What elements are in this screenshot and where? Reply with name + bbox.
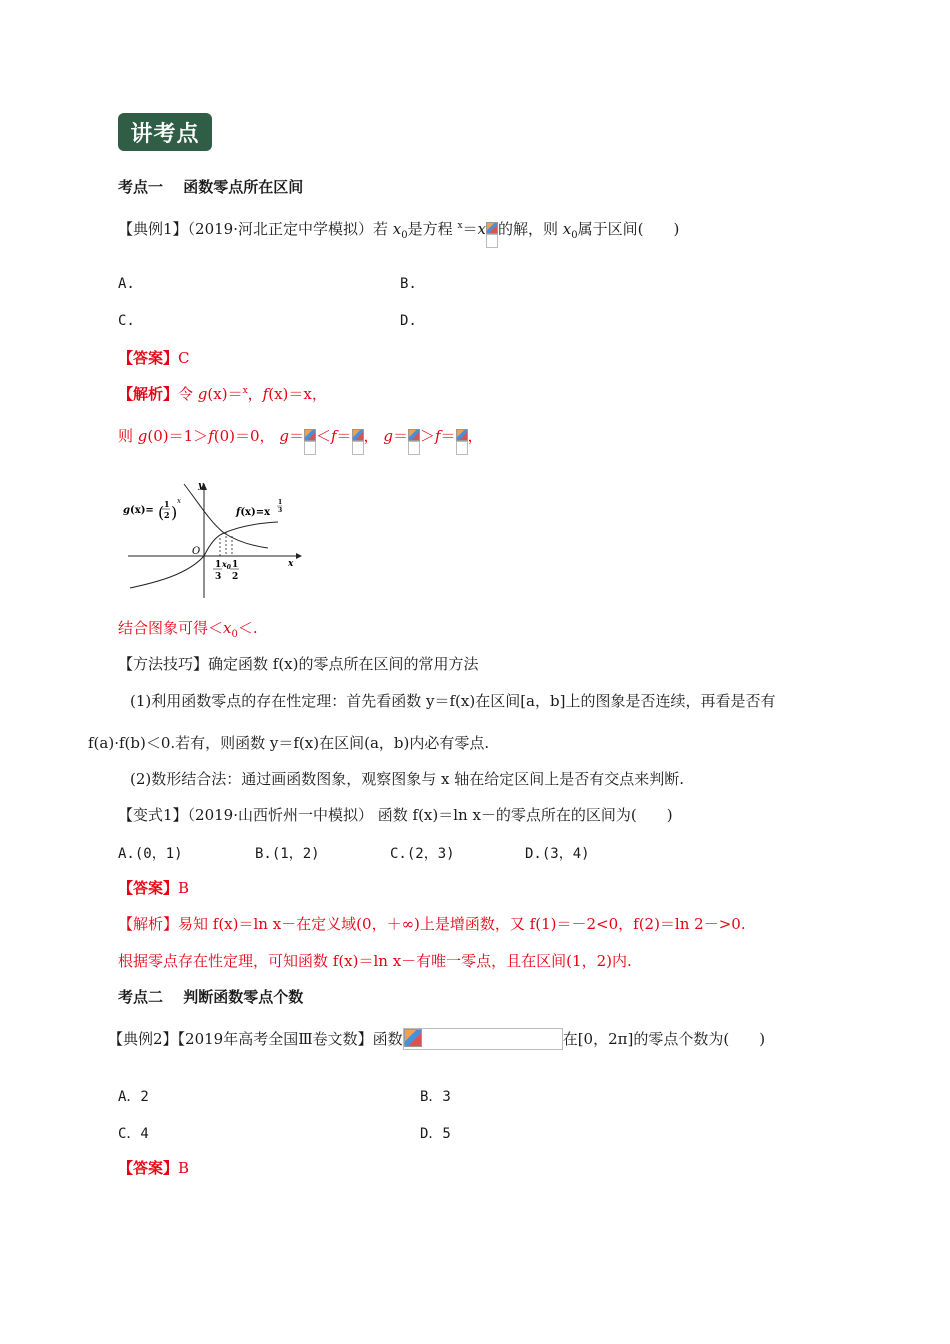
function-graph: [118, 478, 304, 600]
conclusion1: 结合图象可得$<x_0<$.: [118, 619, 258, 640]
image-placeholder-icon: [352, 429, 364, 455]
answer2: 【答案】B: [118, 879, 190, 897]
variant1-option-c: C.(2，3): [390, 846, 455, 862]
method-title: 【方法技巧】确定函数 f(x)的零点所在区间的常用方法: [118, 655, 479, 673]
option-c: C.: [118, 313, 135, 329]
option-b: B.: [400, 276, 417, 292]
image-placeholder-icon: [486, 222, 498, 248]
image-placeholder-icon: [408, 429, 420, 455]
variant1-option-b: B.(1，2): [255, 846, 320, 862]
example1-question: 【典例1】（2019·河北正定中学模拟）若 $x_0$是方程 $^x$＝x 的解，则 $x_0$属于区间( ): [118, 218, 679, 248]
analysis2-line1: 【解析】易知 f(x)＝ln x－在定义域(0，＋∞)上是增函数，又 f(1)＝－2<0，f(2)＝ln 2－>0.: [118, 915, 746, 933]
variant1-option-a: A.(0，1): [118, 846, 183, 862]
method-p1b: f(a)·f(b)＜0.若有，则函数 y＝f(x)在区间(a，b)内必有零点.: [88, 734, 490, 752]
example2-option-a: A．2: [118, 1089, 149, 1105]
g-label: g(x)=: [123, 505, 154, 516]
image-placeholder-icon: [456, 429, 468, 455]
g-exp: x: [177, 497, 181, 505]
analysis2-line2: 根据零点存在性定理，可知函数 f(x)＝ln x－有唯一零点，且在区间(1，2)内.: [118, 952, 632, 970]
example2-question: 【典例2】【2019年高考全国Ⅲ卷文数】函数 在[0，2π]的零点个数为( ): [108, 1030, 766, 1048]
image-placeholder-icon: [304, 429, 316, 455]
origin-label: O: [192, 546, 201, 557]
x-axis-label: x: [288, 559, 294, 569]
tick-one-third-den: 3: [215, 572, 222, 582]
f-exp-den: 3: [278, 507, 283, 514]
answer1: 【答案】C: [118, 349, 190, 367]
example2-option-b: B．3: [420, 1089, 451, 1105]
variant1-question: 【变式1】（2019·山西忻州一中模拟） 函数 f(x)＝ln x－的零点所在的区间为( ): [118, 806, 673, 824]
tick-one-third-num: 1: [215, 560, 222, 570]
section1-title: 考点一 函数零点所在区间: [118, 178, 304, 196]
formula-image-placeholder-icon: [403, 1028, 563, 1050]
method-p2: (2)数形结合法：通过画函数图象，观察图象与 x 轴在给定区间上是否有交点来判断.: [130, 770, 685, 788]
f-exp-num: 1: [278, 499, 283, 506]
tick-x0: $x_0$: [222, 559, 231, 571]
method-p1a: (1)利用函数零点的存在性定理：首先看函数 y＝f(x)在区间[a，b]上的图象是否连续，再看是否有: [130, 692, 776, 710]
g-frac-den: 2: [164, 510, 170, 520]
example2-option-d: D．5: [420, 1126, 451, 1142]
answer3: 【答案】B: [118, 1159, 190, 1177]
example2-option-c: C．4: [118, 1126, 149, 1142]
g-frac-num: 1: [164, 499, 170, 509]
option-d: D.: [400, 313, 417, 329]
tick-one-half-den: 2: [232, 572, 239, 582]
analysis1-line2: 则 g(0)＝1＞f(0)＝0， g＝ ＜f＝ ， g＝ ＞f＝ ，: [118, 425, 483, 455]
tick-one-half-num: 1: [232, 560, 239, 570]
variant1-option-d: D.(3，4): [525, 846, 590, 862]
x-axis-arrow-icon: [296, 553, 302, 559]
section2-title: 考点二 判断函数零点个数: [118, 988, 304, 1006]
y-axis-label: y: [198, 481, 204, 491]
section-badge: 讲考点: [118, 113, 212, 151]
f-label: f(x)=x: [236, 507, 271, 518]
analysis1-line1: 【解析】令 g(x)＝$^x$，f(x)＝x，: [118, 385, 327, 403]
svg-text:): ): [171, 503, 178, 522]
option-a: A.: [118, 276, 135, 292]
svg-text:(: (: [158, 503, 165, 522]
